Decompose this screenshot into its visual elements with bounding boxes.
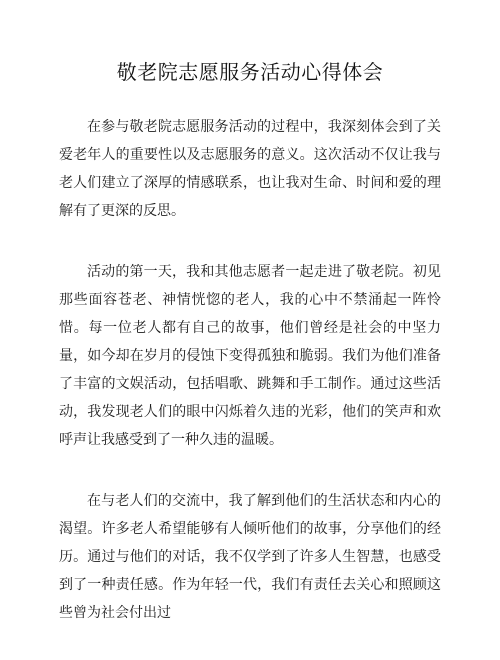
paragraph-2: 活动的第一天，我和其他志愿者一起走进了敬老院。初见那些面容苍老、神情恍惚的老人，我的心中不禁涌起一阵怜惜。每一位老人都有自己的故事，他们曾经是社会的中坚力量，如今却在岁月的侵蚀下变得孤独和脆弱。我们为他们准备了丰富的文娱活动，包括唱歌、跳舞和手工制作。通过这些活动，我发现老人们的眼中闪烁着久违的光彩，他们的笑声和欢呼声让我感受到了一种久违的温暖。 [59, 264, 441, 448]
paragraph-1: 在参与敬老院志愿服务活动的过程中，我深刻体会到了关爱老年人的重要性以及志愿服务的意义。这次活动不仅让我与老人们建立了深厚的情感联系，也让我对生命、时间和爱的理解有了更深的反思。 [59, 119, 441, 219]
document-title: 敬老院志愿服务活动心得体会 [116, 60, 384, 84]
paragraph-3: 在与老人们的交流中，我了解到他们的生活状态和内心的渴望。许多老人希望能够有人倾听他们的故事，分享他们的经历。通过与他们的对话，我不仅学到了许多人生智慧，也感受到了一种责任感。作为年轻一代，我们有责任去关心和照顾这些曾为社会付出过 [59, 493, 441, 621]
document-body [59, 113, 441, 660]
